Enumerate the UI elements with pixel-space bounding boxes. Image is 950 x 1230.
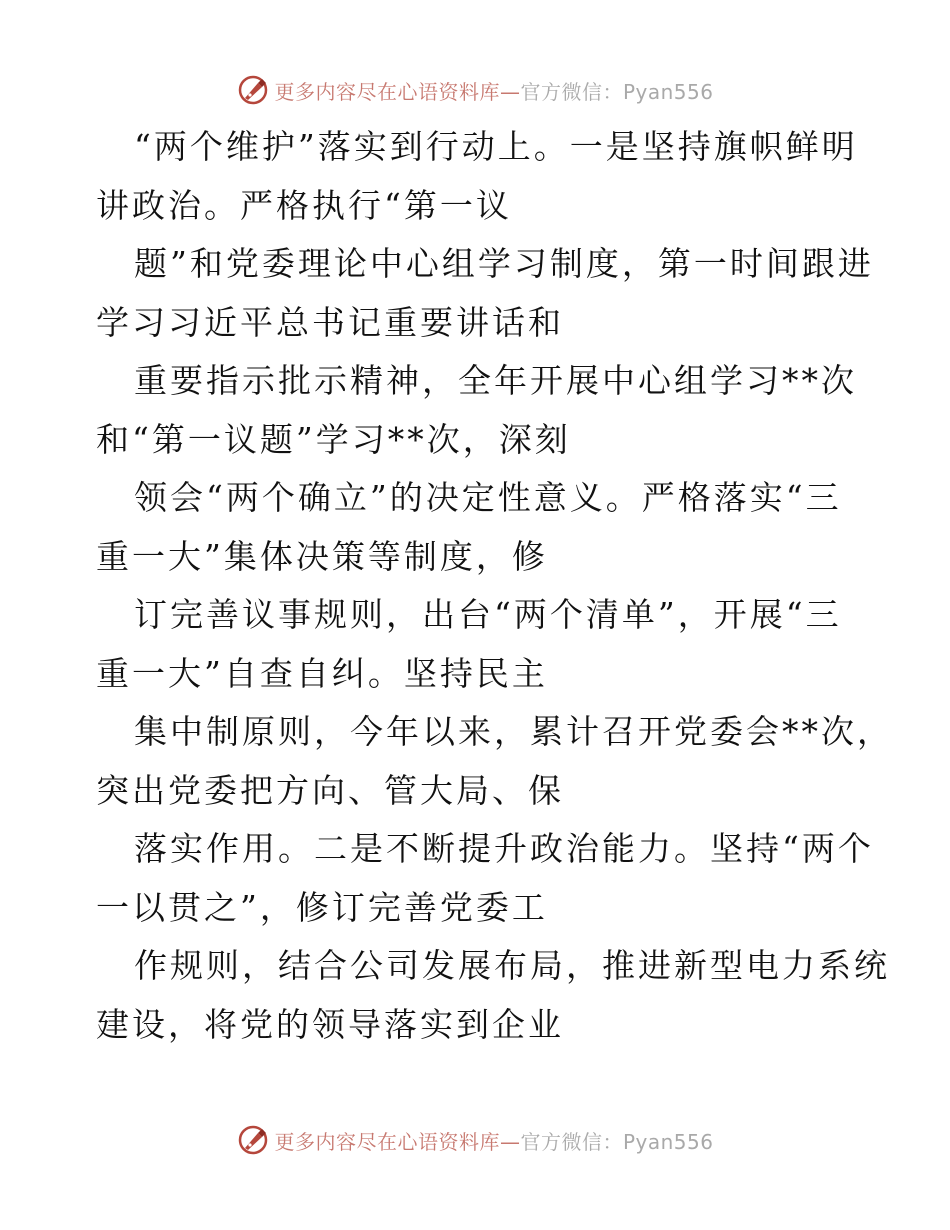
header-banner-wechat: 官方微信：Pyan556 [520,79,714,104]
text-line: 和“第一议题”学习**次，深刻 [96,419,571,459]
text-line: 重一大”自查自纠。坚持民主 [96,653,548,693]
footer-banner-wechat: 官方微信：Pyan556 [520,1129,714,1154]
footer-banner [0,1120,950,1160]
pen-nib-circle-icon [236,1123,270,1157]
text-line: 领会“两个确立”的决定性意义。严格落实“三 [134,478,842,517]
header-banner [0,70,950,110]
pen-nib-circle-icon [236,73,270,107]
text-line: 建设，将党的领导落实到企业 [96,1004,564,1044]
text-line: 订完善议事规则，出台“两个清单”，开展“三 [134,595,842,634]
document-body [96,118,893,1054]
footer-banner-text [274,1126,713,1155]
text-line: 突出党委把方向、管大局、保 [96,770,564,810]
text-line: 讲政治。严格执行“第一议 [96,185,512,225]
text-line: 落实作用。二是不断提升政治能力。坚持“两个 [134,829,874,868]
text-line: “两个维护”落实到行动上。一是坚持旗帜鲜明 [134,127,858,166]
footer-banner-main: 更多内容尽在心语资料库— [274,1129,521,1154]
text-line: 重要指示批示精神，全年开展中心组学习**次 [134,361,857,400]
text-line: 题”和党委理论中心组学习制度，第一时间跟进 [134,244,874,283]
text-line: 作规则，结合公司发展布局，推进新型电力系统 [134,946,890,985]
header-banner-text [274,76,713,105]
text-line: 集中制原则，今年以来，累计召开党委会**次， [134,712,893,751]
header-banner-main: 更多内容尽在心语资料库— [274,79,521,104]
text-line: 重一大”集体决策等制度，修 [96,536,548,576]
text-line: 学习习近平总书记重要讲话和 [96,302,564,342]
text-line: 一以贯之”，修订完善党委工 [96,887,548,927]
